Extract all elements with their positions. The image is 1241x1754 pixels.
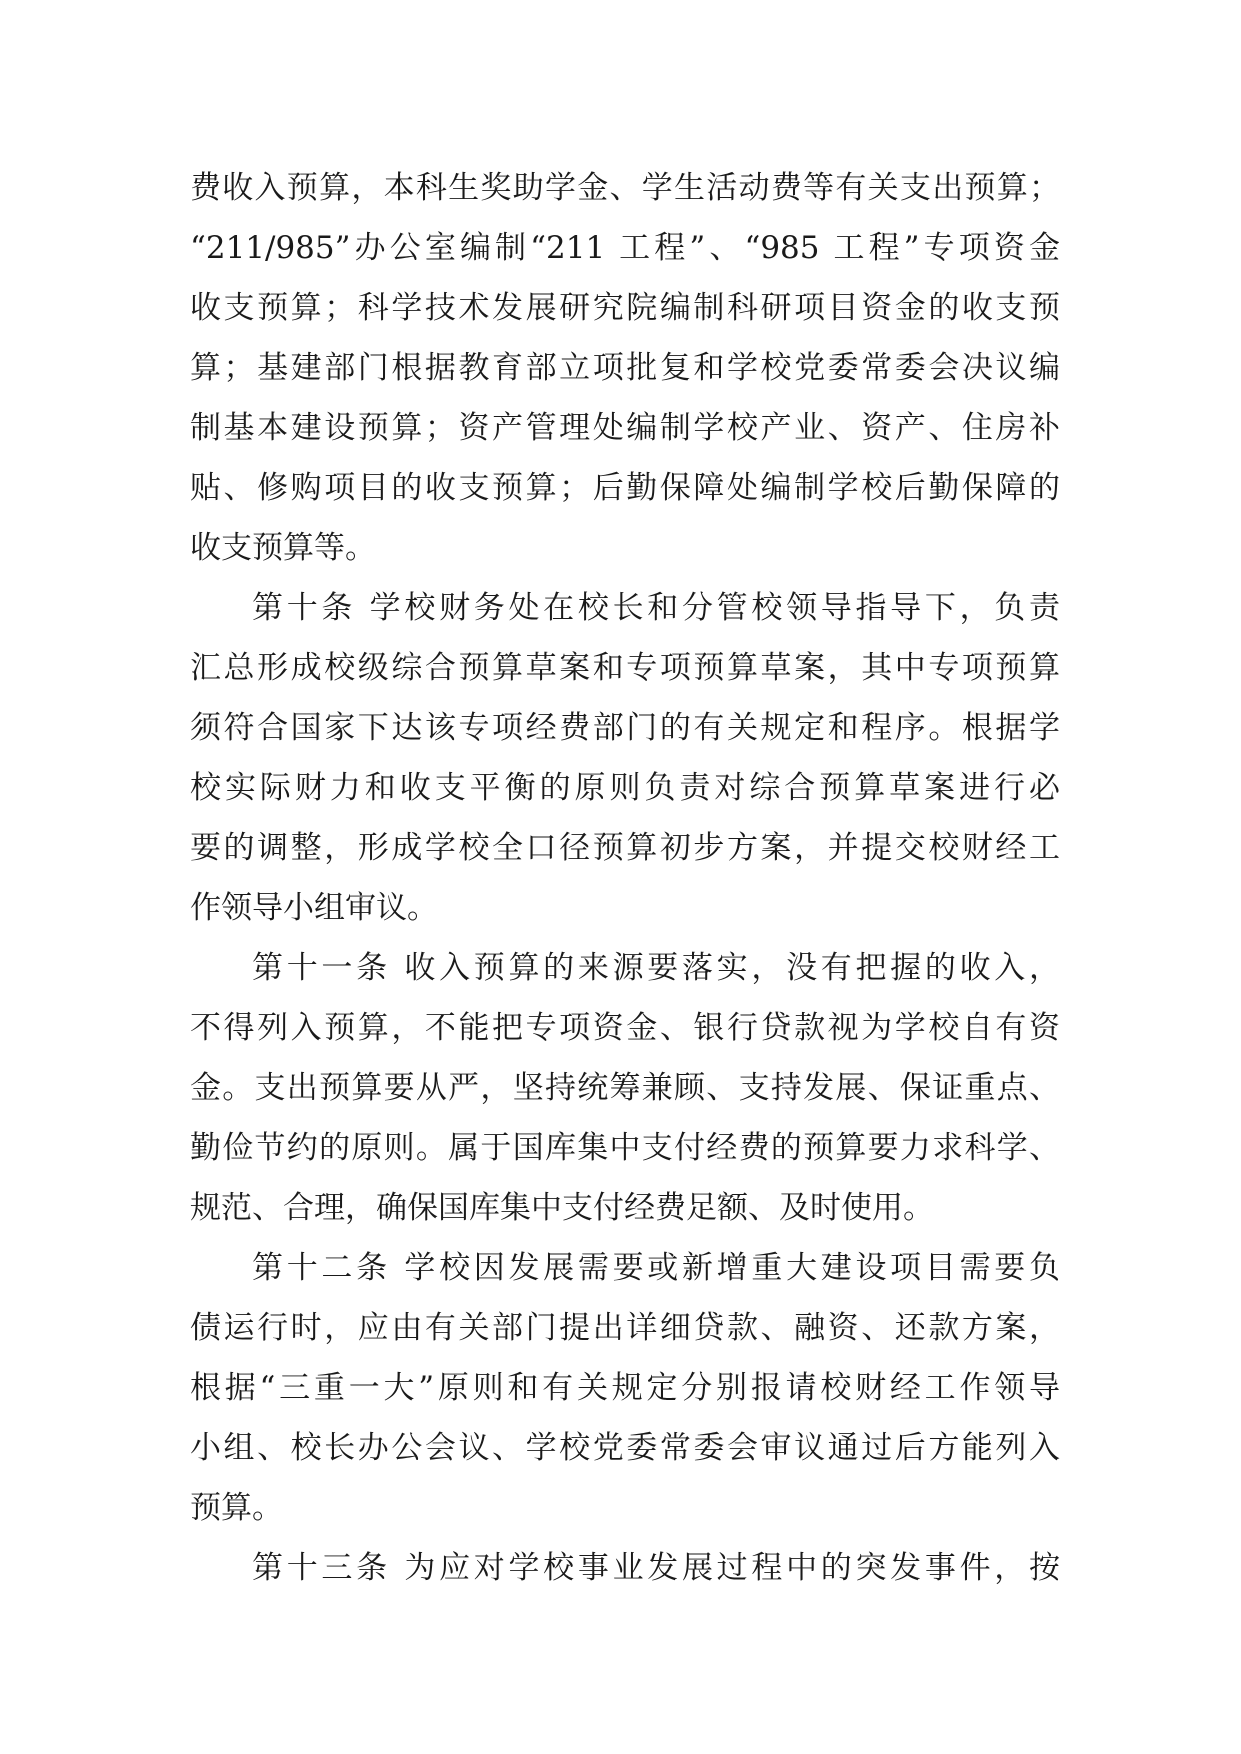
article-heading-line: 第十条 学校财务处在校长和分管校领导指导下，负责 <box>252 590 1060 626</box>
text-line: 小组、校长办公会议、学校党委常委会审议通过后方能列入 <box>190 1430 1060 1466</box>
text-line: “211/985”办公室编制“211 工程”、“985 工程”专项资金 <box>190 230 1060 266</box>
text-line: 费收入预算，本科生奖助学金、学生活动费等有关支出预算； <box>190 170 1060 206</box>
article-heading-line: 第十二条 学校因发展需要或新增重大建设项目需要负 <box>252 1250 1060 1286</box>
text-line: 要的调整，形成学校全口径预算初步方案，并提交校财经工 <box>190 830 1060 866</box>
text-line: 收支预算等。 <box>190 530 376 566</box>
text-line: 勤俭节约的原则。属于国库集中支付经费的预算要力求科学、 <box>190 1130 1060 1166</box>
paragraph-article-11 <box>190 938 1060 1238</box>
text-line: 算；基建部门根据教育部立项批复和学校党委常委会决议编 <box>190 350 1060 386</box>
text-line: 金。支出预算要从严，坚持统筹兼顾、支持发展、保证重点、 <box>190 1070 1060 1106</box>
text-line: 不得列入预算，不能把专项资金、银行贷款视为学校自有资 <box>190 1010 1060 1046</box>
text-line: 预算。 <box>190 1490 283 1526</box>
text-line: 须符合国家下达该专项经费部门的有关规定和程序。根据学 <box>190 710 1060 746</box>
text-line: 制基本建设预算；资产管理处编制学校产业、资产、住房补 <box>190 410 1060 446</box>
article-heading-line: 第十三条 为应对学校事业发展过程中的突发事件，按 <box>252 1550 1060 1586</box>
text-line: 规范、合理，确保国库集中支付经费足额、及时使用。 <box>190 1190 934 1226</box>
article-heading-line: 第十一条 收入预算的来源要落实，没有把握的收入， <box>252 950 1060 986</box>
text-line: 债运行时，应由有关部门提出详细贷款、融资、还款方案， <box>190 1310 1060 1346</box>
text-line: 贴、修购项目的收支预算；后勤保障处编制学校后勤保障的 <box>190 470 1060 506</box>
text-line: 作领导小组审议。 <box>190 890 438 926</box>
paragraph-article-12 <box>190 1238 1060 1538</box>
paragraph-continuation <box>190 158 1060 578</box>
text-line: 根据“三重一大”原则和有关规定分别报请校财经工作领导 <box>190 1370 1060 1406</box>
paragraph-article-10 <box>190 578 1060 938</box>
paragraph-article-13 <box>190 1538 1060 1598</box>
text-line: 收支预算；科学技术发展研究院编制科研项目资金的收支预 <box>190 290 1060 326</box>
text-line: 校实际财力和收支平衡的原则负责对综合预算草案进行必 <box>190 770 1060 806</box>
text-line: 汇总形成校级综合预算草案和专项预算草案，其中专项预算 <box>190 650 1060 686</box>
document-body <box>190 158 1060 1598</box>
